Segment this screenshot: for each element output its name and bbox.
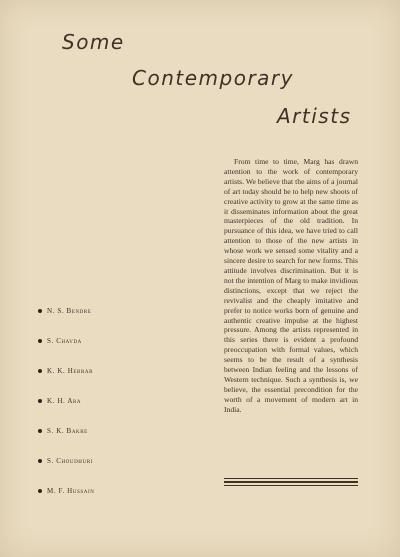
title-line-some: Some <box>62 30 125 54</box>
divider-rule <box>224 478 358 479</box>
artist-name: K. K. Hebbar <box>47 367 94 375</box>
artist-name: S. K. Bakre <box>47 427 88 435</box>
artist-name: M. F. Hussain <box>47 487 95 495</box>
artist-item <box>38 446 94 476</box>
artist-name: S. Chavda <box>47 337 82 345</box>
artist-item <box>38 476 94 506</box>
bullet-icon <box>38 429 42 433</box>
bullet-icon <box>38 489 42 493</box>
artist-item <box>38 326 94 356</box>
artist-name: K. H. Ara <box>47 397 82 405</box>
title-line-artists: Artists <box>277 104 352 128</box>
intro-paragraph: From time to time, Marg has drawn attention to the work of contemporary artists. We believe that the aims of a journal of art today should be to help new shoots of creative activity to grow at the same time as it disseminates information about the great masterpieces of the old tradition. In pursuance of this idea, we have tried to call attention to those of the new artists in whose work we sensed some vitality and a sincere desire to search for new forms. This attitude involves discrimination. But it is not the intention of Marg to make invidious distinctions, except that we reject the revivalist and the cheaply imitative and prefer to notice works born of genuine and authentic creative impulse at the highest pressure. Among the artists represented in this series there is evident a profound preoccupation with formal values, which seems to be the result of a synthesis between Indian feeling and the lessons of Western technique. Such a synthesis is, we believe, the essential precondition for the worth of a movement of modern art in India. <box>224 157 358 414</box>
bullet-icon <box>38 459 42 463</box>
decorative-rules <box>224 478 358 488</box>
bullet-icon <box>38 399 42 403</box>
artist-list <box>38 296 94 506</box>
divider-rule <box>224 485 358 486</box>
bullet-icon <box>38 369 42 373</box>
bullet-icon <box>38 339 42 343</box>
bullet-icon <box>38 309 42 313</box>
artist-name: S. Choudhuri <box>47 457 93 465</box>
divider-rule <box>224 481 358 483</box>
artist-item <box>38 416 94 446</box>
title-line-contemporary: Contemporary <box>132 66 294 90</box>
artist-item <box>38 296 94 326</box>
artist-item <box>38 356 94 386</box>
artist-item <box>38 386 94 416</box>
artist-name: N. S. Bendre <box>47 307 92 315</box>
